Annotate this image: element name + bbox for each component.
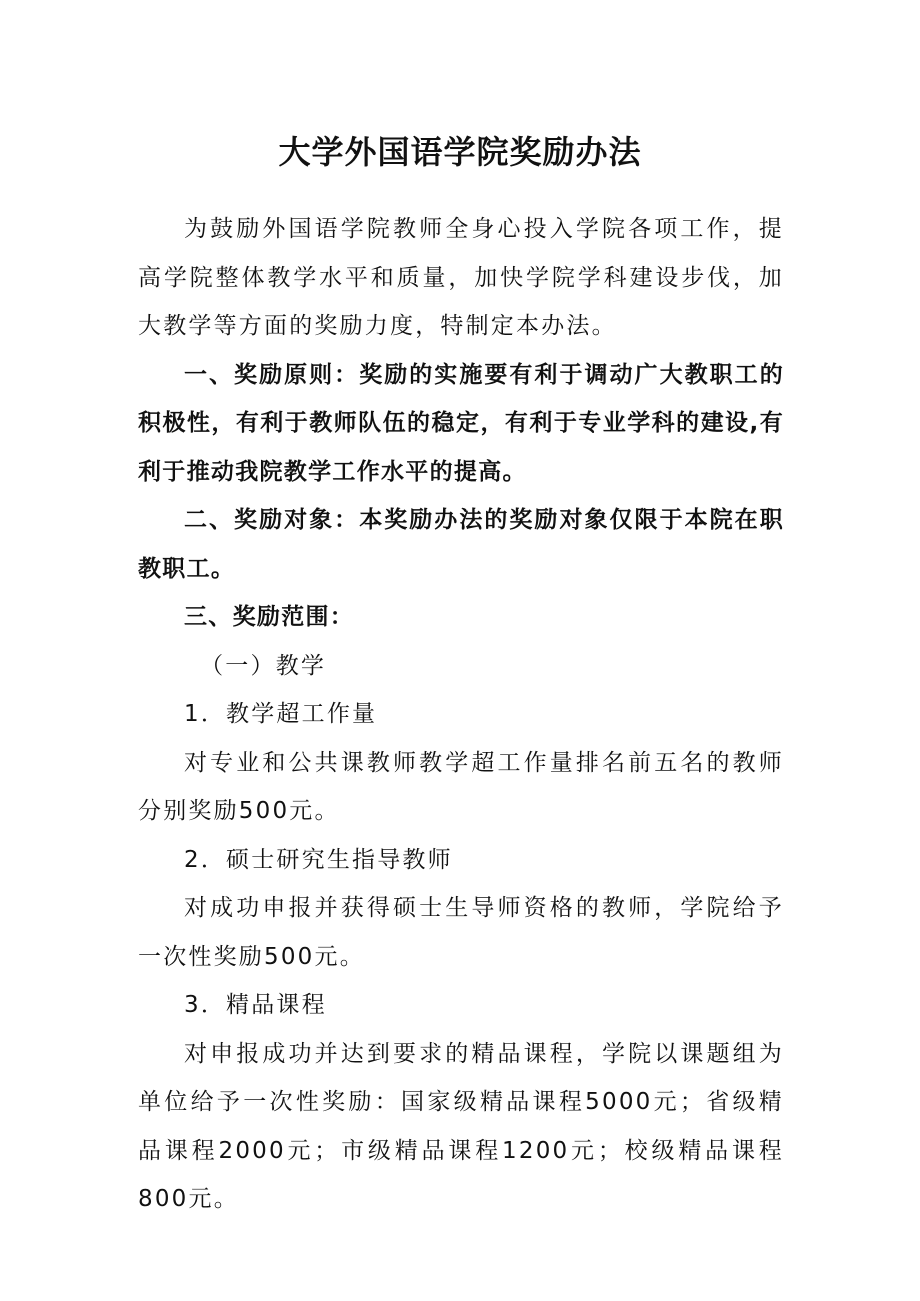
scope-heading: 三、奖励范围： <box>184 604 355 630</box>
item3-title: 3．精品课程 <box>184 992 327 1018</box>
intro-paragraph: 为鼓励外国语学院教师全身心投入学院各项工作，提高学院整体教学水平和质量，加快学院学科建设步伐，加大教学等方面的奖励力度，特制定本办法。 <box>138 216 784 339</box>
principle-paragraph: 一、奖励原则：奖励的实施要有利于调动广大教职工的积极性，有利于教师队伍的稳定，有利于专业学科的建设,有利于推动我院教学工作水平的提高。 <box>138 361 784 485</box>
teaching-subheading: （一）教学 <box>200 652 327 679</box>
item1-title: 1．教学超工作量 <box>184 701 378 727</box>
item2-title: 2．硕士研究生指导教师 <box>184 846 453 873</box>
document-body <box>138 205 784 1224</box>
item2-body: 对成功申报并获得硕士生导师资格的教师，学院给予一次性奖励500元。 <box>138 895 784 970</box>
document-title: 大学外国语学院奖励办法 <box>278 133 642 171</box>
item3-body: 对申报成功并达到要求的精品课程，学院以课题组为单位给予一次性奖励：国家级精品课程5000元；省级精品课程2000元；市级精品课程1200元；校级精品课程800元。 <box>138 1040 784 1212</box>
item1-body: 对专业和公共课教师教学超工作量排名前五名的教师分别奖励500元。 <box>138 749 784 824</box>
target-paragraph: 二、奖励对象：本奖励办法的奖励对象仅限于本院在职教职工。 <box>138 507 784 582</box>
